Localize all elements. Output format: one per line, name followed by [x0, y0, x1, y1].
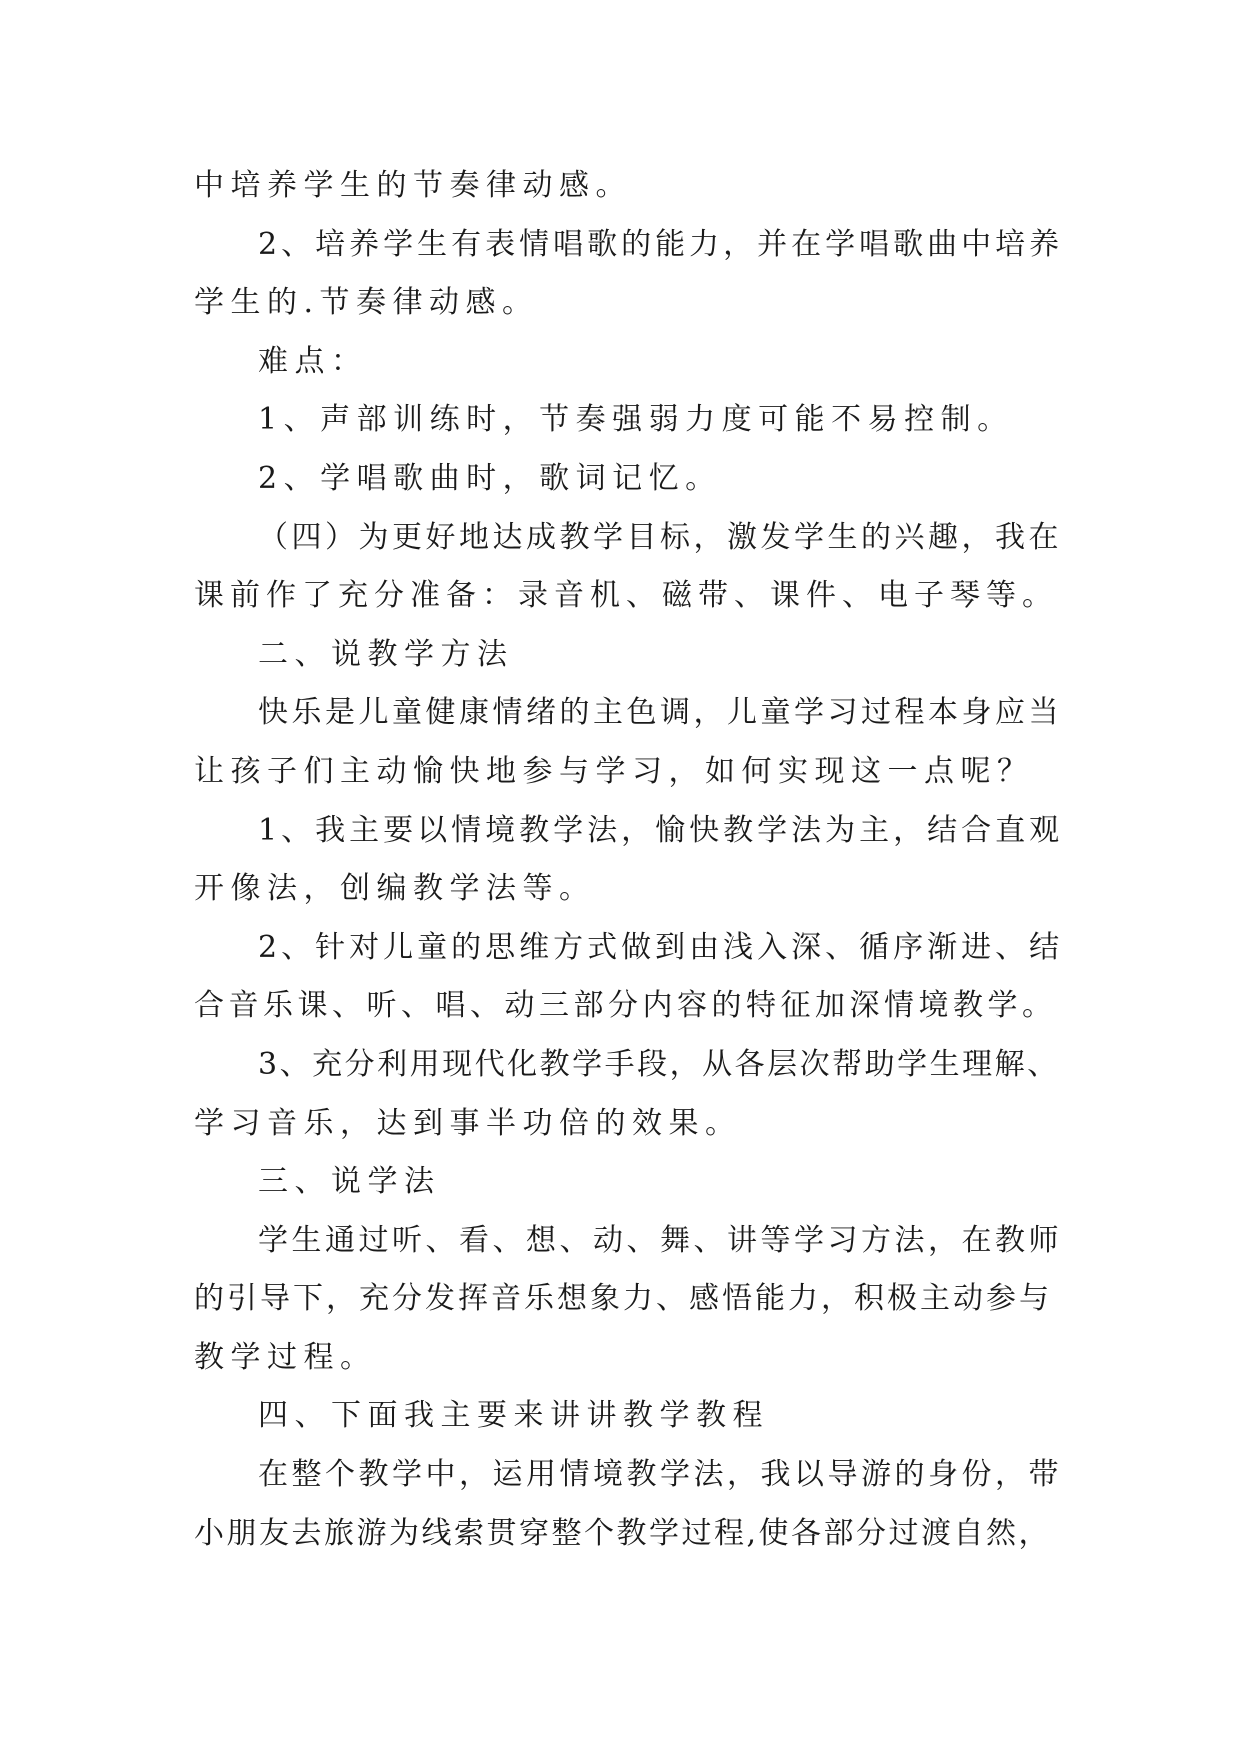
text-line: 合音乐课、听、唱、动三部分内容的特征加深情境教学。	[194, 988, 1057, 1024]
text-line: 快乐是儿童健康情绪的主色调，儿童学习过程本身应当	[258, 695, 1062, 731]
text-line: 2、培养学生有表情唱歌的能力，并在学唱歌曲中培养	[258, 226, 1064, 262]
text-line: 难点：	[258, 343, 368, 379]
text-line: （四）为更好地达成教学目标，激发学生的兴趣，我在	[258, 519, 1062, 555]
text-line: 课前作了充分准备：录音机、磁带、课件、电子琴等。	[194, 578, 1058, 614]
text-line: 让孩子们主动愉快地参与学习，如何实现这一点呢？	[194, 753, 1034, 789]
text-line: 三、说学法	[258, 1164, 441, 1200]
text-line: 四、下面我主要来讲讲教学教程	[258, 1398, 769, 1434]
text-line: 2、学唱歌曲时，歌词记忆。	[258, 460, 722, 496]
text-line: 学习音乐，达到事半功倍的效果。	[194, 1105, 742, 1141]
text-line: 的引导下，充分发挥音乐想象力、感悟能力，积极主动参与	[194, 1281, 1052, 1317]
text-line: 教学过程。	[194, 1339, 377, 1375]
text-line: 在整个教学中，运用情境教学法，我以导游的身份，带	[258, 1457, 1062, 1493]
text-line: 中培养学生的节奏律动感。	[194, 168, 632, 203]
text-line: 学生的.节奏律动感。	[194, 285, 539, 321]
text-line: 二、说教学方法	[258, 636, 514, 672]
text-line: 2、针对儿童的思维方式做到由浅入深、循序渐进、结	[258, 929, 1064, 965]
text-line: 3、充分利用现代化教学手段，从各层次帮助学生理解、	[258, 1046, 1060, 1082]
document-body	[194, 157, 1064, 1563]
text-line: 1、声部训练时，节奏强弱力度可能不易控制。	[258, 402, 1014, 438]
text-line: 学生通过听、看、想、动、舞、讲等学习方法，在教师	[258, 1222, 1062, 1258]
text-line: 开像法，创编教学法等。	[194, 871, 596, 907]
text-line: 小朋友去旅游为线索贯穿整个教学过程,使各部分过渡自然，	[194, 1515, 1052, 1551]
text-line: 1、我主要以情境教学法，愉快教学法为主，结合直观	[258, 812, 1064, 848]
